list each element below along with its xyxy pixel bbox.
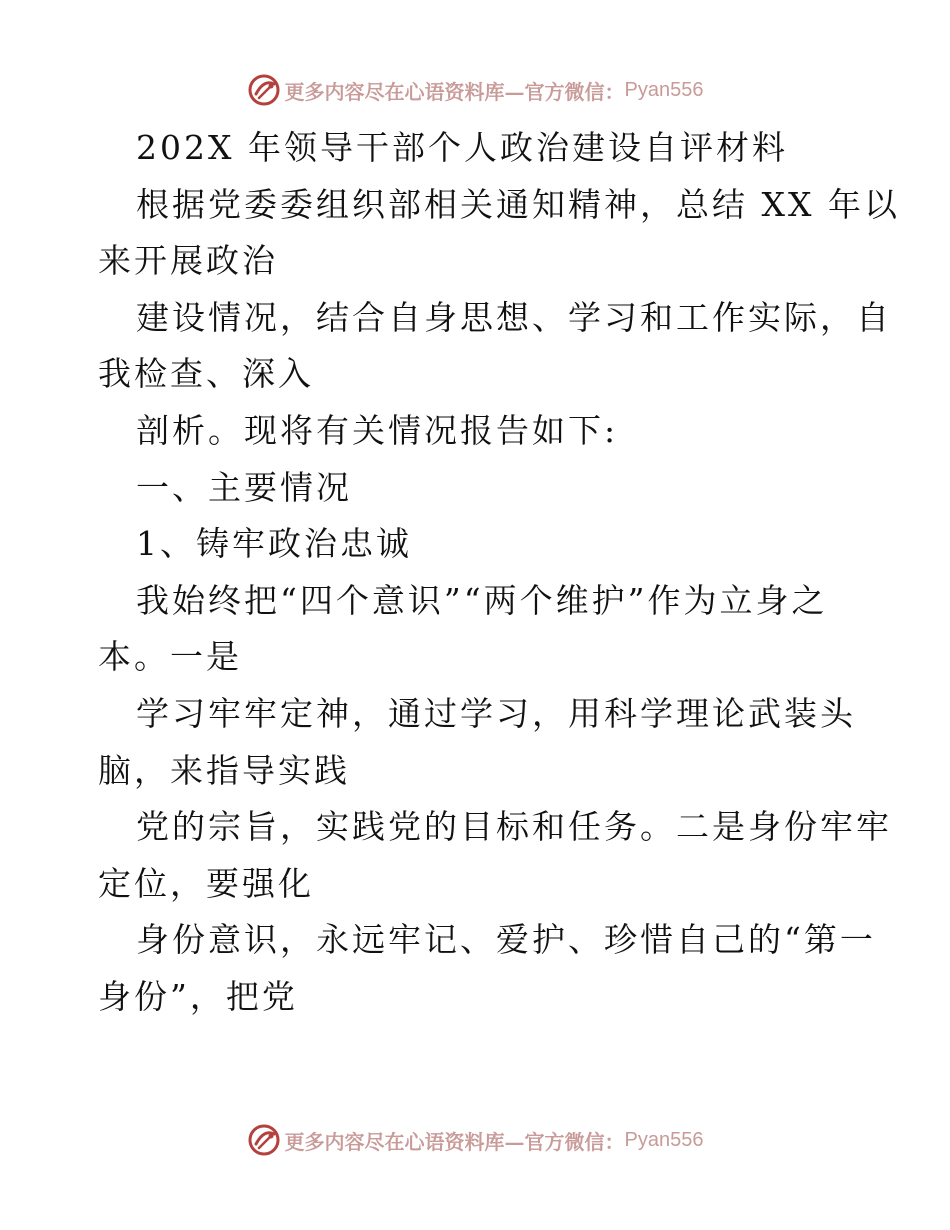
text-line: 202X 年领导干部个人政治建设自评材料	[136, 128, 788, 167]
brand-logo-icon	[247, 1123, 281, 1157]
footer-watermark	[0, 1120, 950, 1160]
watermark-handle: Pyan556	[624, 78, 704, 101]
brand-logo-icon	[247, 73, 281, 107]
text-line: 本。一是	[98, 637, 242, 677]
text-line: 我始终把“四个意识”“两个维护”作为立身之	[136, 580, 828, 620]
text-line: 建设情况，结合自身思想、学习和工作实际，自	[136, 297, 892, 337]
text-line: 身份”，把党	[98, 976, 298, 1016]
header-watermark	[0, 70, 950, 110]
text-line: 党的宗旨，实践党的目标和任务。二是身份牢牢	[136, 807, 892, 847]
watermark-site-text: 更多内容尽在心语资料库—官方微信：	[284, 79, 625, 104]
text-line: 剖析。现将有关情况报告如下:	[136, 410, 619, 450]
text-line: 一、主要情况	[136, 467, 352, 507]
text-line: 来开展政治	[98, 241, 278, 281]
watermark-site-text: 更多内容尽在心语资料库—官方微信：	[284, 1129, 625, 1154]
text-line: 身份意识，永远牢记、爱护、珍惜自己的“第一	[136, 920, 876, 960]
text-line: 1、铸牢政治忠诚	[136, 524, 412, 564]
document-body	[98, 120, 900, 1026]
watermark-handle: Pyan556	[624, 1128, 704, 1151]
text-line: 定位，要强化	[98, 863, 314, 903]
text-line: 学习牢牢定神，通过学习，用科学理论武装头	[136, 693, 856, 733]
text-line: 我检查、深入	[98, 354, 314, 394]
text-line: 根据党委委组织部相关通知精神，总结 XX 年以	[136, 184, 900, 224]
text-line: 脑，来指导实践	[98, 750, 350, 790]
